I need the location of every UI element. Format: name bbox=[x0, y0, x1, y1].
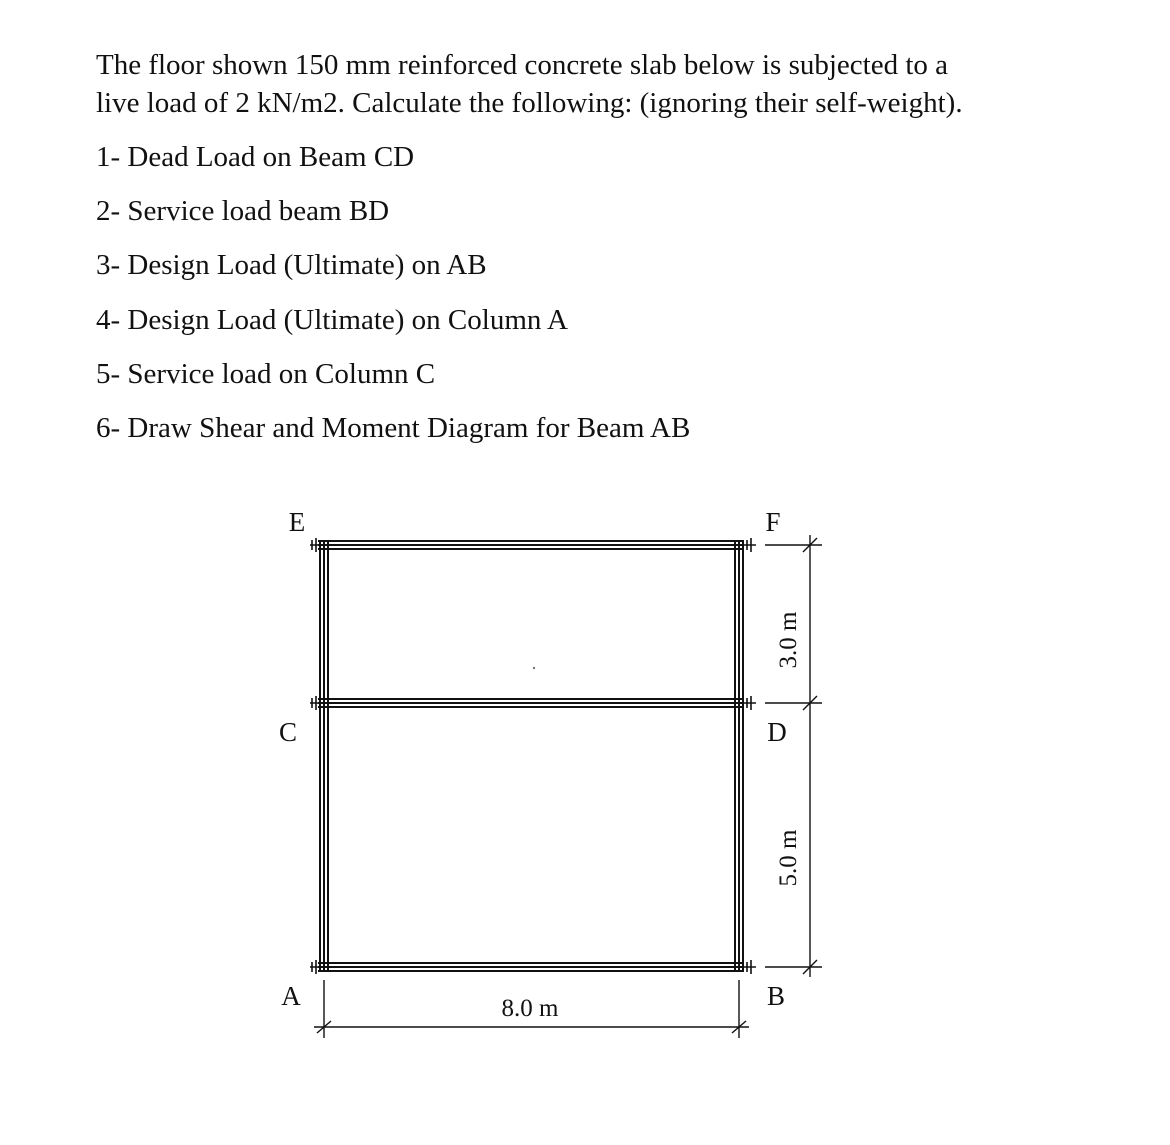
question-1: 1- Dead Load on Beam CD bbox=[96, 141, 415, 173]
intro-line-1: The floor shown 150 mm reinforced concrete slab below is subjected to a bbox=[96, 49, 949, 81]
beam-ab bbox=[318, 963, 744, 971]
node-label-e: E bbox=[288, 507, 306, 537]
node-label-b: B bbox=[766, 981, 786, 1011]
intro-line-2: live load of 2 kN/m2. Calculate the following: (ignoring their self-weight). bbox=[96, 87, 963, 119]
node-label-c: C bbox=[278, 717, 298, 747]
question-3: 3- Design Load (Ultimate) on AB bbox=[96, 249, 487, 281]
dimension-label-upper: 3.0 m bbox=[775, 611, 802, 669]
node-label-a: A bbox=[281, 981, 301, 1011]
question-4: 4- Design Load (Ultimate) on Column A bbox=[96, 304, 568, 336]
dimension-label-lower: 5.0 m bbox=[775, 829, 802, 887]
beam-fb bbox=[735, 541, 743, 971]
column-marks bbox=[310, 538, 756, 974]
node-label-d: D bbox=[767, 717, 787, 747]
beam-ef bbox=[318, 541, 744, 549]
dimension-height bbox=[765, 535, 822, 977]
stray-dot bbox=[533, 667, 535, 669]
dimension-label-width: 8.0 m bbox=[501, 995, 559, 1022]
node-label-f: F bbox=[765, 507, 781, 537]
question-2: 2- Service load beam BD bbox=[96, 195, 390, 227]
beam-cd bbox=[318, 699, 744, 707]
question-6: 6- Draw Shear and Moment Diagram for Beam AB bbox=[96, 412, 691, 444]
question-5: 5- Service load on Column C bbox=[96, 358, 436, 390]
beam-ea bbox=[320, 541, 328, 971]
